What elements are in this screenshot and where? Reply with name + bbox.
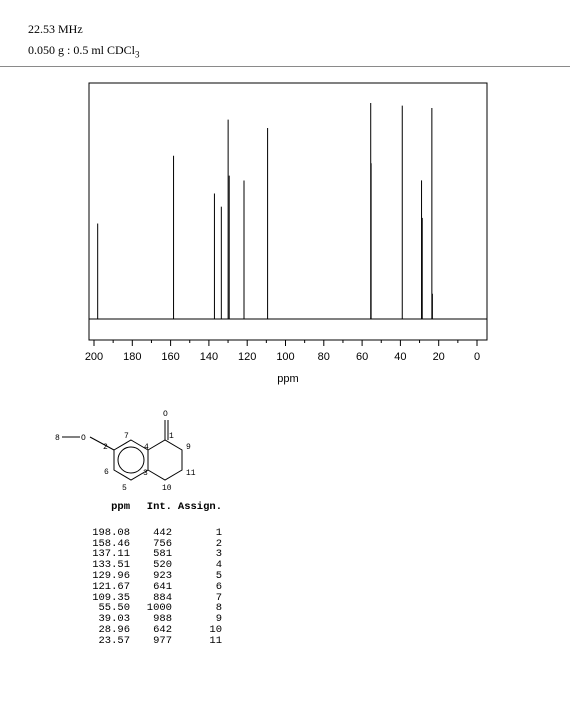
- cell-ppm: 133.51: [92, 559, 130, 572]
- cell-intensity: 641: [153, 580, 172, 593]
- x-tick-label: 40: [394, 351, 407, 363]
- cell-assignment: 5: [215, 569, 222, 582]
- cell-assignment: 4: [215, 559, 222, 572]
- cell-intensity: 642: [153, 623, 172, 636]
- x-tick-label: 180: [123, 351, 142, 363]
- atom-label-1: 1: [169, 432, 174, 441]
- methoxy-bond-o-ring: [90, 437, 114, 450]
- atom-label-carbonyl-o: O: [163, 410, 168, 419]
- spectrometer-frequency: 22.53 MHz: [28, 22, 83, 36]
- x-tick-label: 80: [317, 351, 330, 363]
- cell-intensity: 520: [153, 559, 172, 572]
- header-ppm: ppm: [111, 501, 130, 513]
- cell-assignment: 2: [215, 537, 222, 550]
- atom-label-8: 8: [55, 434, 60, 443]
- cell-assignment: 1: [215, 526, 222, 539]
- atom-label-11: 11: [186, 469, 196, 478]
- structure-diagram: [62, 420, 182, 480]
- aromatic-circle: [118, 447, 144, 473]
- x-tick-label: 160: [161, 351, 180, 363]
- atom-label-3: 3: [143, 469, 148, 478]
- atom-label-methoxy-o: O: [81, 434, 86, 443]
- x-axis-ticks: [85, 340, 480, 363]
- header-int: Int.: [146, 501, 172, 513]
- atom-label-6: 6: [104, 468, 109, 477]
- cell-assignment: 6: [215, 580, 222, 593]
- cyclohexanone-ring: [148, 440, 182, 480]
- cell-ppm: 158.46: [92, 537, 130, 550]
- plot-frame: [89, 83, 487, 340]
- cell-ppm: 109.35: [92, 591, 130, 604]
- cell-ppm: 39.03: [98, 613, 130, 626]
- header-assign: Assign.: [177, 501, 222, 513]
- cell-intensity: 581: [153, 548, 172, 561]
- cell-assignment: 3: [215, 548, 222, 561]
- x-tick-label: 140: [199, 351, 219, 363]
- structure-labels: [55, 410, 196, 493]
- x-axis-label: ppm: [277, 373, 299, 385]
- cell-intensity: 988: [153, 613, 172, 626]
- table-body: [84, 528, 222, 647]
- sample-prefix: 0.050 g : 0.5 ml CDCl: [28, 43, 136, 57]
- x-tick-label: 20: [432, 351, 445, 363]
- x-tick-label: 100: [276, 351, 295, 363]
- cell-intensity: 756: [153, 537, 172, 550]
- atom-label-10: 10: [162, 484, 172, 493]
- cell-intensity: 884: [153, 591, 172, 604]
- cell-ppm: 23.57: [98, 634, 130, 647]
- cell-intensity: 1000: [146, 602, 172, 615]
- x-tick-label: 60: [355, 351, 369, 363]
- table-header: [84, 502, 222, 513]
- x-tick-label: 120: [238, 351, 257, 363]
- peak-group: [98, 103, 433, 319]
- cell-ppm: 55.50: [98, 602, 130, 615]
- atom-label-4: 4: [144, 443, 149, 452]
- atom-label-7: 7: [124, 432, 129, 441]
- sample-subscript: 3: [135, 49, 140, 60]
- atom-label-2: 2: [103, 443, 108, 452]
- table-row: [84, 582, 222, 593]
- cell-assignment: 7: [215, 591, 222, 604]
- atom-label-9: 9: [186, 443, 191, 452]
- x-tick-label: 0: [473, 351, 481, 363]
- cell-intensity: 923: [153, 569, 172, 582]
- x-tick-label: 200: [84, 351, 104, 363]
- cell-ppm: 121.67: [92, 580, 130, 593]
- cell-ppm: 198.08: [92, 526, 130, 539]
- peak-table: [84, 502, 222, 647]
- cell-assignment: 11: [209, 634, 222, 647]
- cell-intensity: 977: [153, 634, 172, 647]
- table-row: [84, 528, 222, 539]
- cell-ppm: 129.96: [92, 569, 130, 582]
- atom-label-5: 5: [122, 484, 127, 493]
- table-row: [84, 636, 222, 647]
- cell-intensity: 442: [153, 526, 172, 539]
- cell-assignment: 10: [209, 623, 222, 636]
- cell-ppm: 28.96: [98, 623, 130, 636]
- cell-ppm: 137.11: [92, 548, 130, 561]
- cell-assignment: 8: [215, 602, 222, 615]
- cell-assignment: 9: [215, 613, 222, 626]
